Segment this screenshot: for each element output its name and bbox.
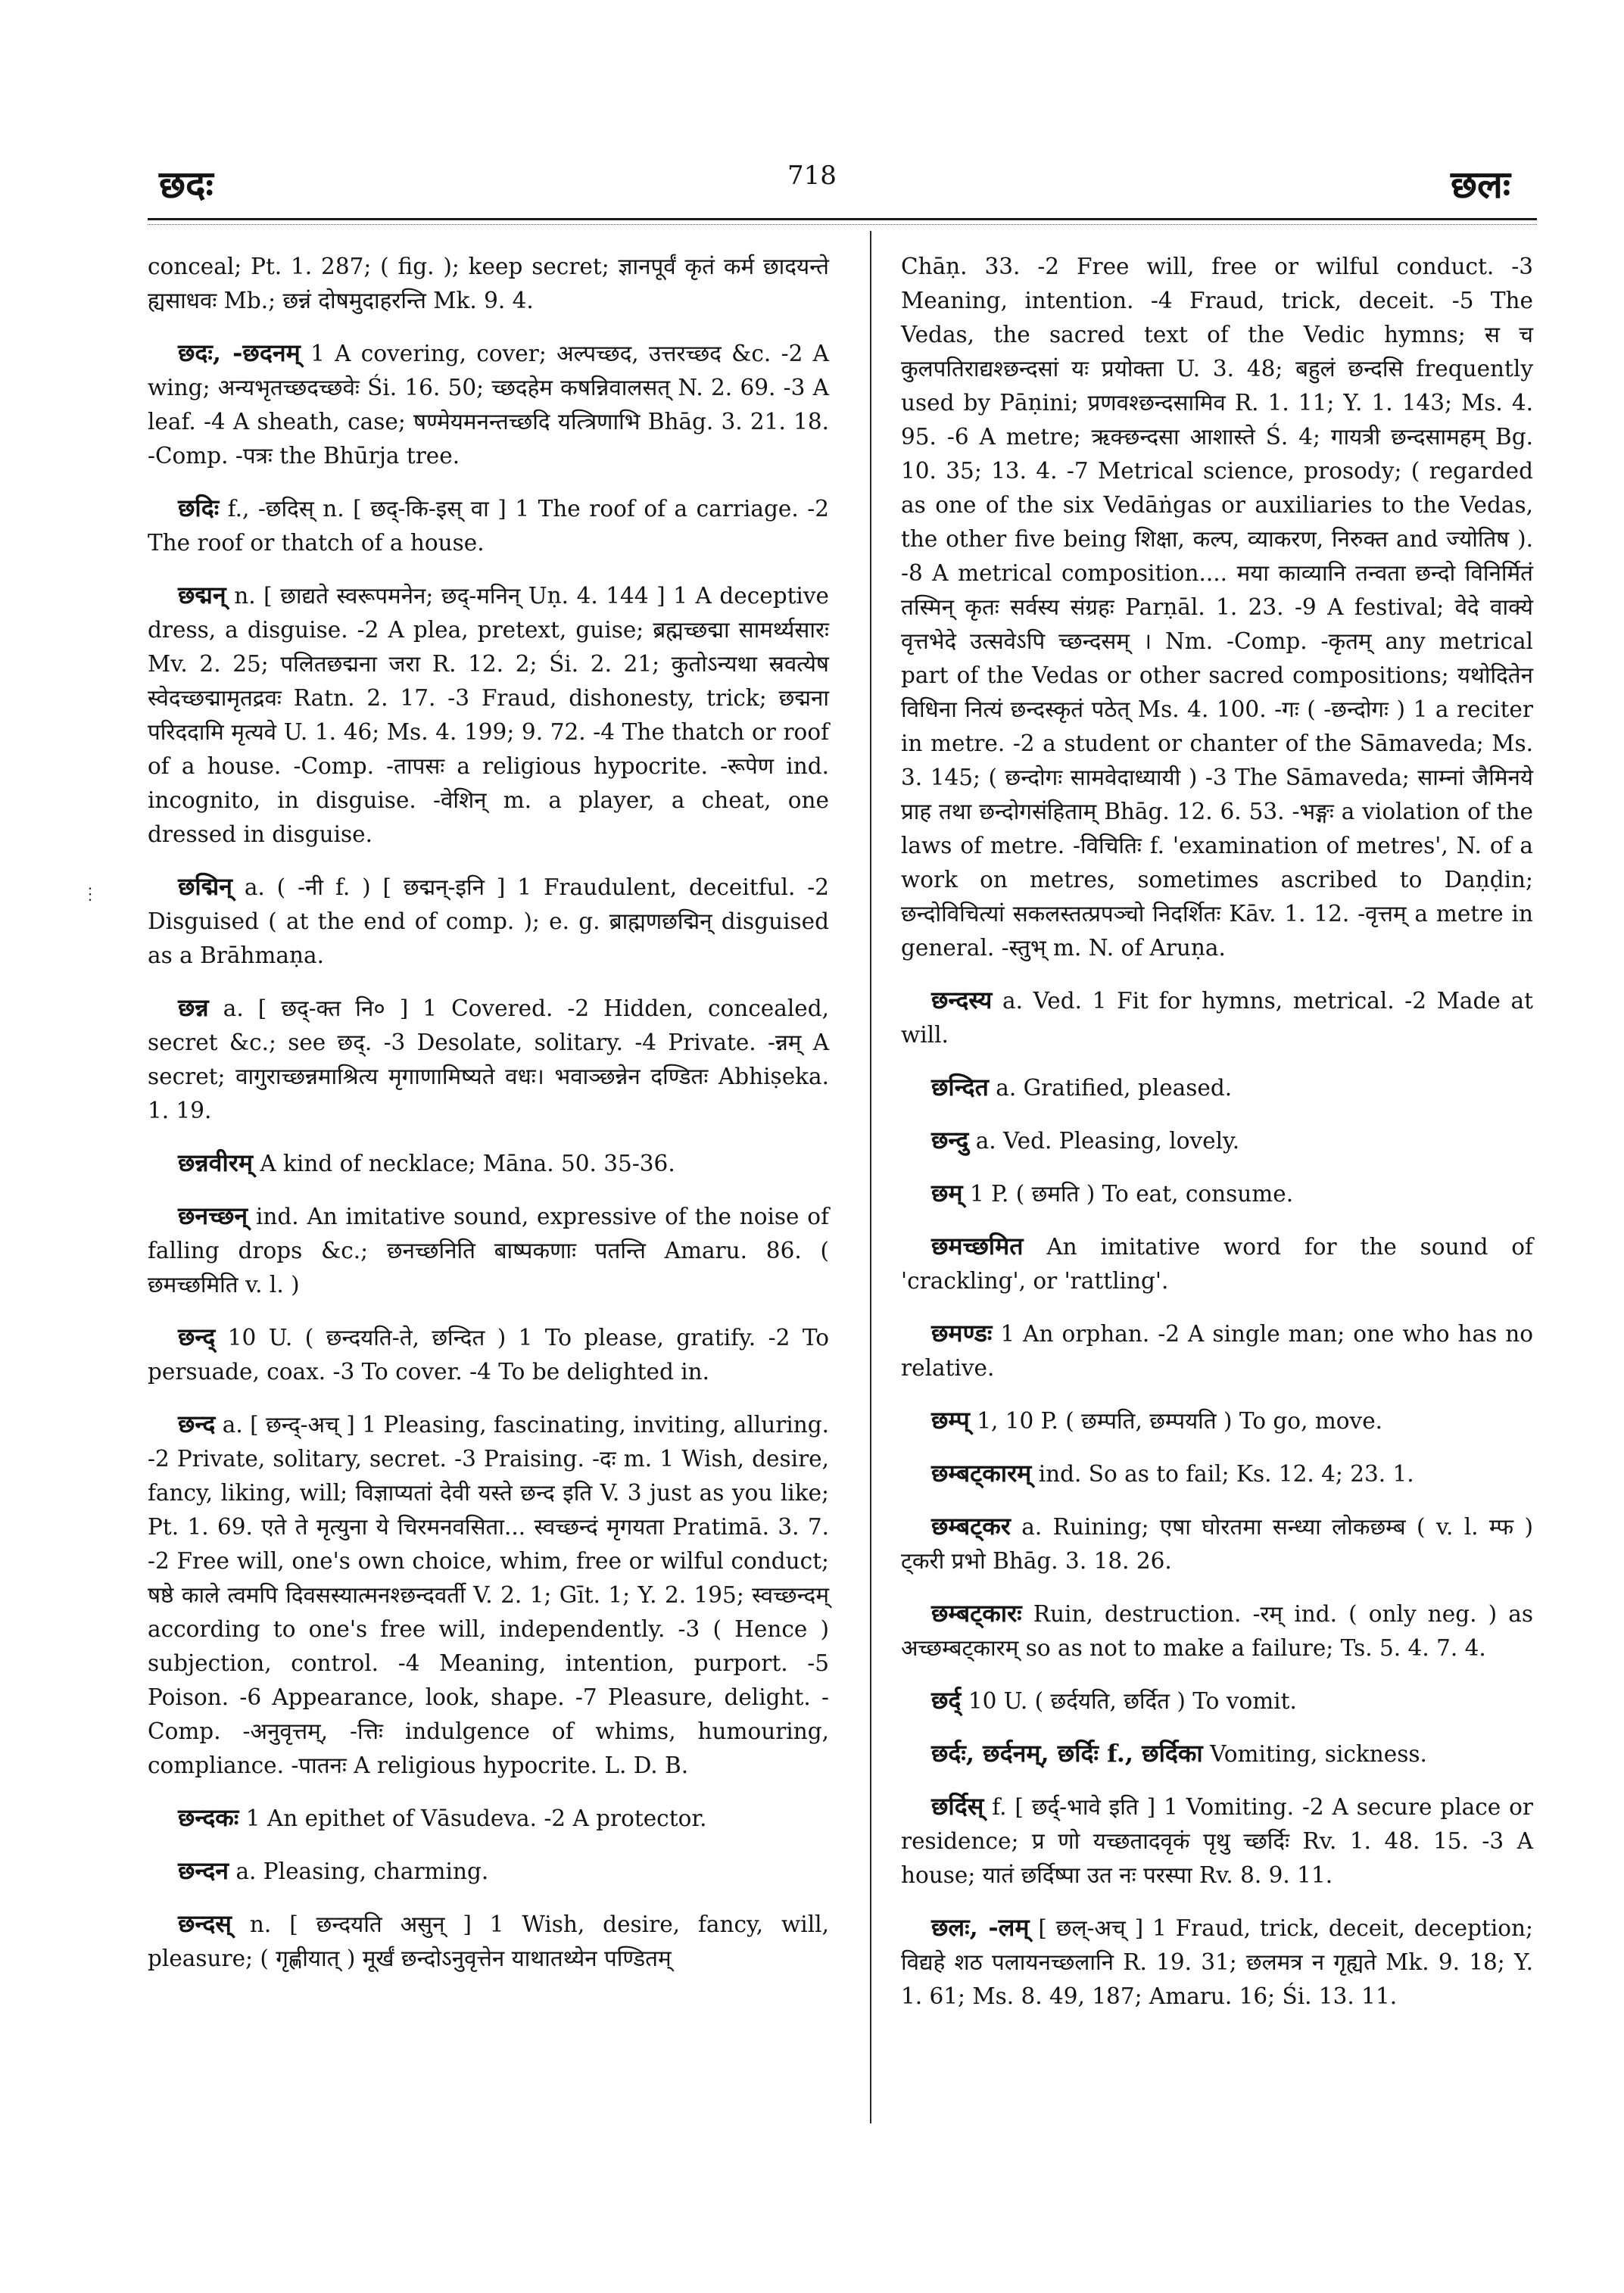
entry-definition: 1 P. ( छमति ) To eat, consume. (969, 1181, 1294, 1207)
entry-definition: 10 U. ( छर्दयति, छर्दित ) To vomit. (968, 1688, 1297, 1714)
entry-headword: छम्बट्कर (931, 1512, 1011, 1541)
entry-definition: 1 An epithet of Vāsudeva. -2 A protector. (245, 1805, 707, 1831)
entry-definition: 1 An orphan. -2 A single man; one who has no relative. (901, 1321, 1533, 1381)
entry-definition: a. Pleasing, charming. (235, 1858, 489, 1884)
dictionary-entry (148, 1407, 829, 1783)
header-rule (148, 218, 1537, 220)
entry-definition: An imitative word for the sound of 'crackling', or 'rattling'. (901, 1234, 1533, 1294)
entry-headword: छलः, -लम् (931, 1913, 1030, 1942)
entry-headword: छर्द् (931, 1686, 962, 1715)
entry-headword: छमच्छमित (931, 1232, 1024, 1260)
dictionary-entry (901, 1509, 1533, 1578)
dictionary-entry (148, 1199, 829, 1302)
entry-definition: a. Gratified, pleased. (996, 1075, 1233, 1101)
entry-headword: छन्नवीरम् (178, 1148, 253, 1177)
entry-headword: छदः, -छदनम् (178, 338, 301, 367)
entry-definition: f. [ छर्द्-भावे इति ] 1 Vomiting. -2 A secure place or residence; प्र णो यच्छतादवृकं पृथु च्छर्दिः Rv. 1. 48. 15. -3 A house; यातं छर्दिष्पा उत नः परस्पा Rv. 8. 9. 11. (901, 1794, 1533, 1888)
dictionary-entry (901, 1176, 1533, 1211)
dictionary-entry (901, 1123, 1533, 1158)
dictionary-entry (901, 1316, 1533, 1385)
dictionary-entry (901, 983, 1533, 1052)
dictionary-entry (901, 1911, 1533, 2014)
entry-headword: छन्द (178, 1410, 216, 1438)
dictionary-entry (901, 1684, 1533, 1718)
left-column (148, 250, 829, 1994)
entry-headword: छमण्डः (931, 1319, 993, 1347)
dictionary-entry (901, 1229, 1533, 1298)
entry-headword: छम्प् (931, 1406, 970, 1435)
entry-headword: छन्दु (931, 1126, 969, 1154)
entry-headword: छन्द् (178, 1323, 216, 1351)
entry-headword: छन्दस्य (931, 986, 993, 1014)
dictionary-entry (901, 1790, 1533, 1893)
entry-definition: ind. An imitative sound, expressive of the noise of falling drops &c.; छनच्छनिति बाष्पकणाः पतन्ति Amaru. 86. ( छमच्छमिति v. l. ) (148, 1204, 829, 1298)
entry-definition: conceal; Pt. 1. 287; ( fig. ); keep secret; ज्ञानपूर्वं कृतं कर्म छादयन्ते ह्यसाधवः Mb.; छन्नं दोषमुदाहरन्ति Mk. 9. 4. (148, 254, 829, 313)
right-column (901, 250, 1533, 2032)
entry-definition: a. [ छद्-क्त नि० ] 1 Covered. -2 Hidden, concealed, secret &c.; see छद्. -3 Desolate, solitary. -4 Private. -न्नम् A secret; वागुराच्छन्नमाश्रित्य मृगाणामिष्यते वधः। भवाञ्छन्नेन दण्डितः Abhiṣeka. 1. 19. (148, 995, 830, 1123)
entry-headword: छन्दस् (178, 1909, 232, 1938)
entry-definition: Vomiting, sickness. (1210, 1741, 1427, 1767)
dictionary-entry (148, 1320, 829, 1389)
entry-definition: 1 A covering, cover; अल्पच्छद, उत्तरच्छद &c. -2 A wing; अन्यभृतच्छदच्छवेः Śi. 16. 50; च्छदहेम कषन्निवालसत् N. 2. 69. -3 A leaf. -4 A sheath, case; षण्मेयमनन्तच्छदि यत्त्रिणाभि Bhāg. 3. 21. 18. -Comp. -पत्रः the Bhūrja tree. (148, 341, 829, 469)
dictionary-entry (901, 1737, 1533, 1771)
header-dotted-rule (148, 224, 1537, 225)
entry-definition: a. [ छन्द्-अच् ] 1 Pleasing, fascinating, inviting, alluring. -2 Private, solitary, secret. -3 Praising. -दः m. 1 Wish, desire, fancy, liking, will; विज्ञाप्यतां देवी यस्ते छन्द इति V. 3 just as you like; Pt. 1. 69. एते ते मृत्युना ये चिरमनवसिता... स्वच्छन्दं मृगयता Pratimā. 3. 7. -2 Free will, one's own choice, whim, free or wilful conduct; षष्ठे काले त्वमपि दिवसस्यात्मनश्छन्दवर्ती V. 2. 1; Gīt. 1; Y. 2. 195; स्वच्छन्दम् according to one's free will, independently. -3 ( Hence ) subjection, control. -4 Meaning, intention, purport. -5 Poison. -6 Appearance, look, shape. -7 Pleasure, delight. -Comp. -अनुवृत्तम्, -त्तिः indulgence of whims, humouring, compliance. -पातनः A religious hypocrite. L. D. B. (148, 1412, 829, 1778)
dictionary-entry (148, 991, 829, 1128)
entry-definition: 1, 10 P. ( छम्पति, छम्पयति ) To go, move. (977, 1408, 1383, 1434)
entry-headword: छम्बट्कारः (931, 1599, 1022, 1628)
entry-headword: छद्मन् (178, 581, 226, 609)
entry-definition: ind. So as to fail; Ks. 12. 4; 23. 1. (1038, 1461, 1414, 1487)
entry-headword: छन्दित (931, 1073, 989, 1101)
entry-definition: n. [ छन्दयति असुन् ] 1 Wish, desire, fancy, will, pleasure; ( गृह्णीयात् ) मूर्खं छन्दोऽनुवृत्तेन याथातथ्येन पण्डितम् (148, 1911, 829, 1971)
dictionary-entry (901, 1456, 1533, 1491)
dictionary-entry (901, 1404, 1533, 1438)
running-head-left: छदः (159, 162, 214, 207)
entry-headword: छम् (931, 1179, 963, 1207)
dictionary-entry (901, 250, 1533, 965)
entry-headword: छर्दः, छर्दनम्, छर्दिः f., छर्दिका (931, 1739, 1203, 1768)
dictionary-entry (148, 250, 829, 318)
dictionary-entry (148, 1146, 829, 1181)
entry-headword: छर्दिस् (931, 1792, 984, 1821)
dictionary-entry (148, 578, 829, 852)
entry-definition: a. Ruining; एषा घोरतमा सन्ध्या लोकछम्ब ( v. l. म्फ ) ट्करी प्रभो Bhāg. 3. 18. 26. (901, 1514, 1533, 1574)
entry-definition: A kind of necklace; Māna. 50. 35-36. (260, 1151, 675, 1176)
entry-headword: छदिः (178, 494, 220, 522)
entry-definition: a. Ved. 1 Fit for hymns, metrical. -2 Made at will. (901, 988, 1533, 1048)
entry-definition: Chāṇ. 33. -2 Free will, free or wilful conduct. -3 Meaning, intention. -4 Fraud, trick, deceit. -5 The Vedas, the sacred text of the Vedic hymns; स च कुलपतिराद्यश्छन्दसां यः प्रयोक्ता U. 3. 48; बहुलं छन्दसि frequently used by Pāṇini; प्रणवश्छन्दसामिव R. 1. 11; Y. 1. 143; Ms. 4. 95. -6 A metre; ऋक्छन्दसा आशास्ते Ś. 4; गायत्री छन्दसामहम् Bg. 10. 35; 13. 4. -7 Metrical science, prosody; ( regarded as one of the six Vedāṅgas or auxiliaries to the Vedas, the other five being शिक्षा, कल्प, व्याकरण, निरुक्त and ज्योतिष ). -8 A metrical composition.... मया काव्यानि तन्वता छन्दो विनिर्मितं तस्मिन् कृतः सर्वस्य संग्रहः Parṇāl. 1. 23. -9 A festival; वेदे वाक्ये वृत्तभेदे उत्सवेऽपि च्छन्दसम् । Nm. -Comp. -कृतम् any metrical part of the Vedas or other sacred compositions; यथोदितेन विधिना नित्यं छन्दस्कृतं पठेत् Ms. 4. 100. -गः ( -छन्दोगः ) 1 a reciter in metre. -2 a student or chanter of the Sāmaveda; Ms. 3. 145; ( छन्दोगः सामवेदाध्यायी ) -3 The Sāmaveda; साम्नां जैमिनये प्राह तथा छन्दोगसंहिताम् Bhāg. 12. 6. 53. -भङ्गः a violation of the laws of metre. -विचितिः f. 'examination of metres', N. of a work on metres, sometimes ascribed to Daṇḍin; छन्दोविचित्यां सकलस्तत्प्रपञ्चो निदर्शितः Kāv. 1. 12. -वृत्तम् a metre in general. -स्तुभ् m. N. of Aruṇa. (901, 254, 1533, 961)
entry-definition: 10 U. ( छन्दयति-ते, छन्दित ) 1 To please, gratify. -2 To persuade, coax. -3 To cover. -4 To be delighted in. (148, 1325, 829, 1385)
dictionary-entry (901, 1070, 1533, 1105)
running-head-right: छलः (1450, 162, 1510, 207)
entry-definition: a. ( -नी f. ) [ छद्मन्-इनि ] 1 Fraudulent, deceitful. -2 Disguised ( at the end of comp. ); e. g. ब्राह्मणछद्मिन् disguised as a Brāhmaṇa. (148, 874, 829, 968)
entry-definition: f., -छदिस् n. [ छद्-कि-इस् वा ] 1 The roof of a carriage. -2 The roof or thatch of a house. (148, 496, 829, 556)
dictionary-entry (148, 870, 829, 973)
dictionary-entry (148, 1854, 829, 1889)
entry-headword: छन्दकः (178, 1803, 239, 1832)
margin-mark: ⋮ (82, 885, 98, 904)
dictionary-entry (901, 1597, 1533, 1665)
dictionary-entry (148, 491, 829, 560)
entry-definition: n. [ छाद्यते स्वरूपमनेन; छद्-मनिन् Uṇ. 4. 144 ] 1 A deceptive dress, a disguise. -2 A plea, pretext, guise; ब्रह्मच्छद्मा सामर्थ्यसारः Mv. 2. 25; पलितछद्मना जरा R. 12. 2; Śi. 2. 21; कुतोऽन्यथा स्रवत्येष स्वेदच्छद्मामृतद्रवः Ratn. 2. 17. -3 Fraud, dishonesty, trick; छद्मना परिददामि मृत्यवे U. 1. 46; Ms. 4. 199; 9. 72. -4 The thatch or roof of a house. -Comp. -तापसः a religious hypocrite. -रूपेण ind. incognito, in disguise. -वेशिन् m. a player, a cheat, one dressed in disguise. (148, 583, 829, 847)
page-number: 718 (787, 160, 837, 191)
entry-headword: छम्बट्कारम् (931, 1459, 1032, 1488)
entry-headword: छन्दन (178, 1856, 229, 1885)
entry-definition: Ruin, destruction. -रम् ind. ( only neg. ) as अच्छम्बट्कारम् so as not to make a failure; Ts. 5. 4. 7. 4. (901, 1601, 1533, 1661)
entry-headword: छनच्छन् (178, 1201, 248, 1230)
dictionary-entry (148, 336, 829, 473)
entry-headword: छन्न (178, 993, 209, 1022)
entry-definition: a. Ved. Pleasing, lovely. (975, 1128, 1240, 1154)
column-divider (870, 231, 871, 2123)
entry-definition: [ छल्-अच् ] 1 Fraud, trick, deceit, deception; विद्यहे शठ पलायनच्छलानि R. 19. 31; छलमत्र न गृह्यते Mk. 9. 18; Y. 1. 61; Ms. 8. 49, 187; Amaru. 16; Śi. 13. 11. (901, 1915, 1533, 2009)
dictionary-entry (148, 1907, 829, 1976)
dictionary-entry (148, 1801, 829, 1836)
entry-headword: छद्मिन् (178, 872, 232, 901)
